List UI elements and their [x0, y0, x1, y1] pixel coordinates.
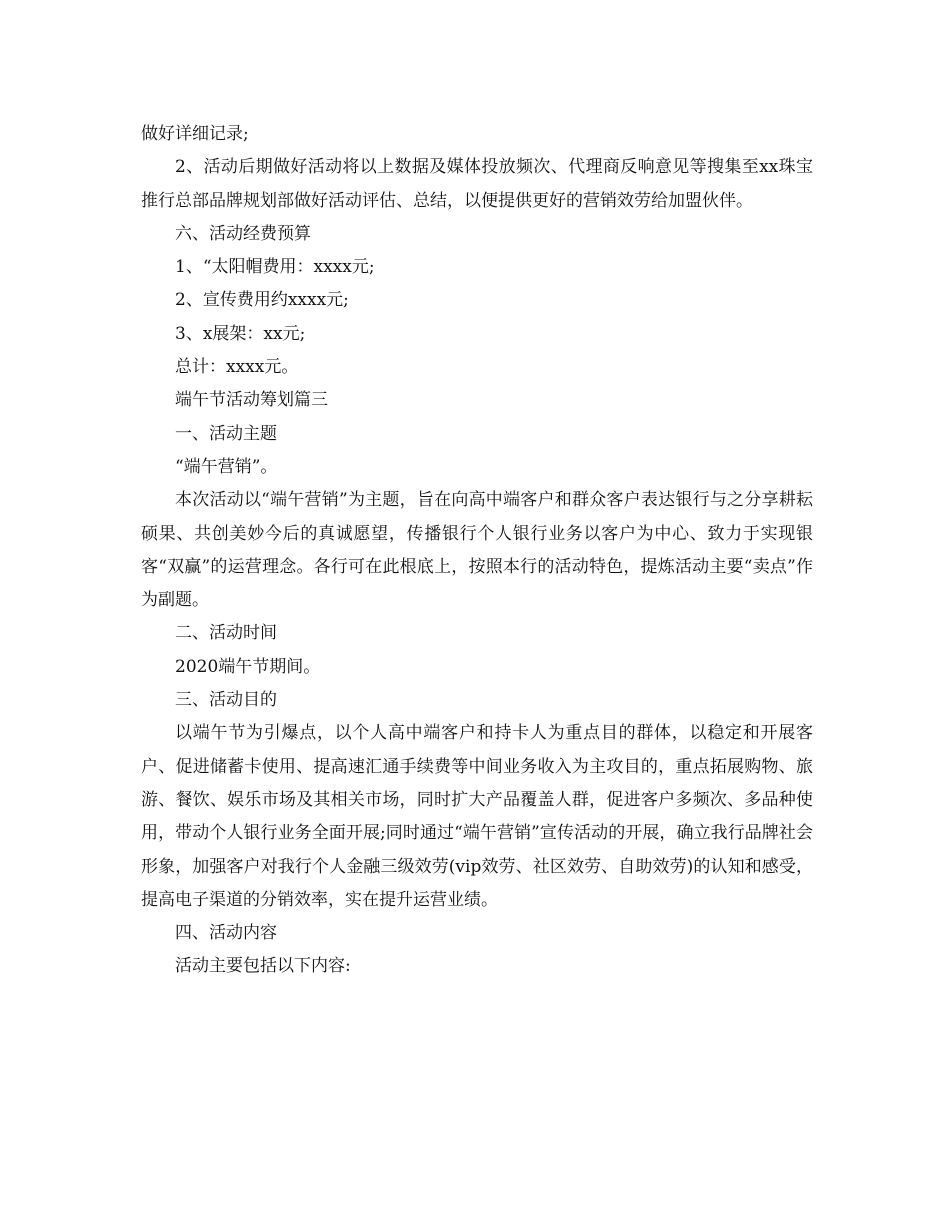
paragraph: 活动主要包括以下内容:: [175, 956, 351, 977]
paragraph: “端午营销”。: [175, 456, 278, 477]
section-heading: 一、活动主题: [175, 423, 277, 444]
paragraph: 总计：xxxx元。: [175, 357, 299, 378]
paragraph: 本次活动以“端午营销”为主题，旨在向高中端客户和群众客户表达银行与之分享耕耘硕果、共创美妙今后的真诚愿望，传播银行个人银行业务以客户为中心、致力于实现银客“双赢”的运营理念。各行可在此根底上，按照本行的活动特色，提炼活动主要“卖点”作为副题。: [141, 490, 813, 611]
section-heading: 端午节活动筹划篇三: [175, 390, 328, 411]
paragraph: 2、活动后期做好活动将以上数据及媒体投放频次、代理商反响意见等搜集至xx珠宝推行总部品牌规划部做好活动评估、总结，以便提供更好的营销效劳给加盟伙伴。: [141, 157, 813, 211]
section-heading: 四、活动内容: [175, 923, 277, 944]
list-item: 3、x展架：xx元;: [175, 323, 306, 344]
section-heading: 二、活动时间: [175, 623, 277, 644]
list-item: 2、宣传费用约xxxx元;: [175, 290, 349, 311]
section-heading: 六、活动经费预算: [175, 223, 311, 244]
paragraph: 做好详细记录;: [141, 124, 249, 144]
paragraph: 2020端午节期间。: [175, 656, 321, 677]
document-body: [141, 118, 813, 984]
list-item: 1、“太阳帽费用：xxxx元;: [175, 257, 375, 278]
section-heading: 三、活动目的: [175, 690, 277, 711]
paragraph: 以端午节为引爆点，以个人高中端客户和持卡人为重点目的群体，以稳定和开展客户、促进储蓄卡使用、提高速汇通手续费等中间业务收入为主攻目的，重点拓展购物、旅游、餐饮、娱乐市场及其相关市场，同时扩大产品覆盖人群，促进客户多频次、多品种使用，带动个人银行业务全面开展;同时通过“端午营销”宣传活动的开展，确立我行品牌社会形象，加强客户对我行个人金融三级效劳(vip效劳、社区效劳、自助效劳)的认知和感受，提高电子渠道的分销效率，实在提升运营业绩。: [141, 723, 813, 910]
